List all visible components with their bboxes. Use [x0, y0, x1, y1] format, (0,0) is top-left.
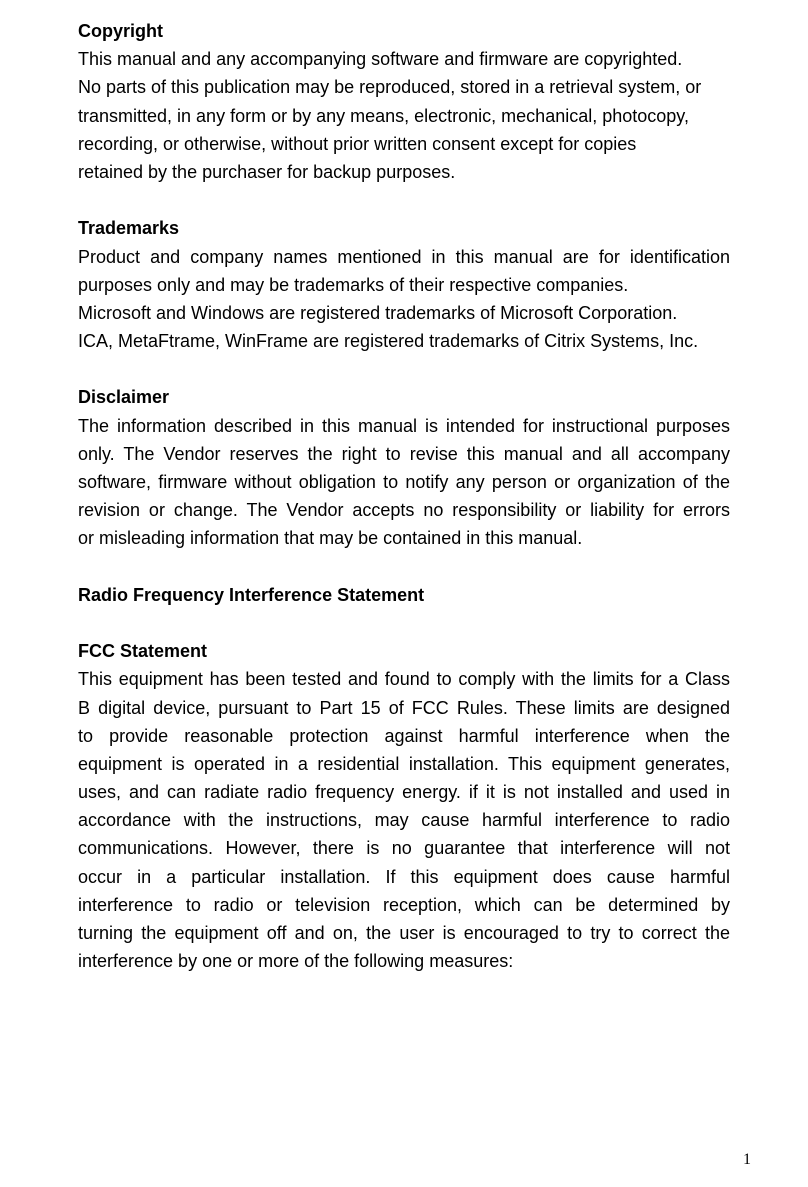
disclaimer-text-line: The information described in this manual is intended for instructional purposes: [78, 415, 730, 436]
paragraph-gap: [78, 355, 730, 383]
copyright-text-line: transmitted, in any form or by any means, electronic, mechanical, photocopy,: [78, 105, 689, 126]
disclaimer-text-line: software, firmware without obligation to notify any person or organization of the: [78, 472, 730, 492]
fcc-text-line: occur in a particular installation. If this equipment does cause harmful: [78, 866, 730, 887]
fcc-text-line: interference by one or more of the following measures:: [78, 951, 514, 972]
disclaimer-heading: Disclaimer: [78, 387, 170, 408]
document-page: [78, 17, 730, 975]
fcc-text-line: This equipment has been tested and found to comply with the limits for a Class: [78, 669, 730, 690]
fcc-text-line: turning the equipment off and on, the user is encouraged to try to correct the: [78, 923, 730, 943]
paragraph-gap: [78, 553, 730, 581]
copyright-section: [78, 17, 730, 186]
disclaimer-text-line: revision or change. The Vendor accepts no responsibility or liability for errors: [78, 500, 730, 521]
trademarks-text-line: purposes only and may be trademarks of their respective companies.: [78, 274, 629, 295]
copyright-text-line: No parts of this publication may be reproduced, stored in a retrieval system, or: [78, 77, 702, 98]
trademarks-text-line: Microsoft and Windows are registered trademarks of Microsoft Corporation.: [78, 302, 678, 323]
paragraph-gap: [78, 186, 730, 214]
fcc-heading: FCC Statement: [78, 641, 208, 662]
copyright-heading: Copyright: [78, 21, 163, 41]
page-number: 1: [743, 1151, 751, 1168]
trademarks-text-line: ICA, MetaFtrame, WinFrame are registered trademarks of Citrix Systems, Inc.: [78, 331, 699, 352]
fcc-text-line: communications. However, there is no guarantee that interference will not: [78, 838, 730, 859]
copyright-text-line: recording, or otherwise, without prior written consent except for copies: [78, 133, 637, 154]
rfi-heading: Radio Frequency Interference Statement: [78, 584, 425, 605]
disclaimer-text-line: only. The Vendor reserves the right to revise this manual and all accompany: [78, 443, 730, 464]
trademarks-heading: Trademarks: [78, 218, 180, 239]
paragraph-gap: [78, 609, 730, 637]
copyright-text-line: This manual and any accompanying software and firmware are copyrighted.: [78, 49, 683, 70]
copyright-text-line: retained by the purchaser for backup purposes.: [78, 161, 456, 182]
fcc-text-line: interference to radio or television reception, which can be determined by: [78, 894, 730, 915]
fcc-text-line: B digital device, pursuant to Part 15 of FCC Rules. These limits are designed: [78, 697, 730, 718]
trademarks-text-line: Product and company names mentioned in this manual are for identification: [78, 246, 730, 267]
fcc-text-line: to provide reasonable protection against harmful interference when the: [78, 725, 730, 746]
disclaimer-section: [78, 383, 730, 552]
fcc-section: [78, 637, 730, 975]
fcc-text-line: uses, and can radiate radio frequency energy. if it is not installed and used in: [78, 782, 730, 803]
trademarks-section: [78, 214, 730, 355]
rfi-section: [78, 581, 730, 609]
disclaimer-text-line: or misleading information that may be contained in this manual.: [78, 528, 583, 549]
fcc-text-line: accordance with the instructions, may cause harmful interference to radio: [78, 810, 730, 831]
fcc-text-line: equipment is operated in a residential installation. This equipment generates,: [78, 753, 730, 774]
